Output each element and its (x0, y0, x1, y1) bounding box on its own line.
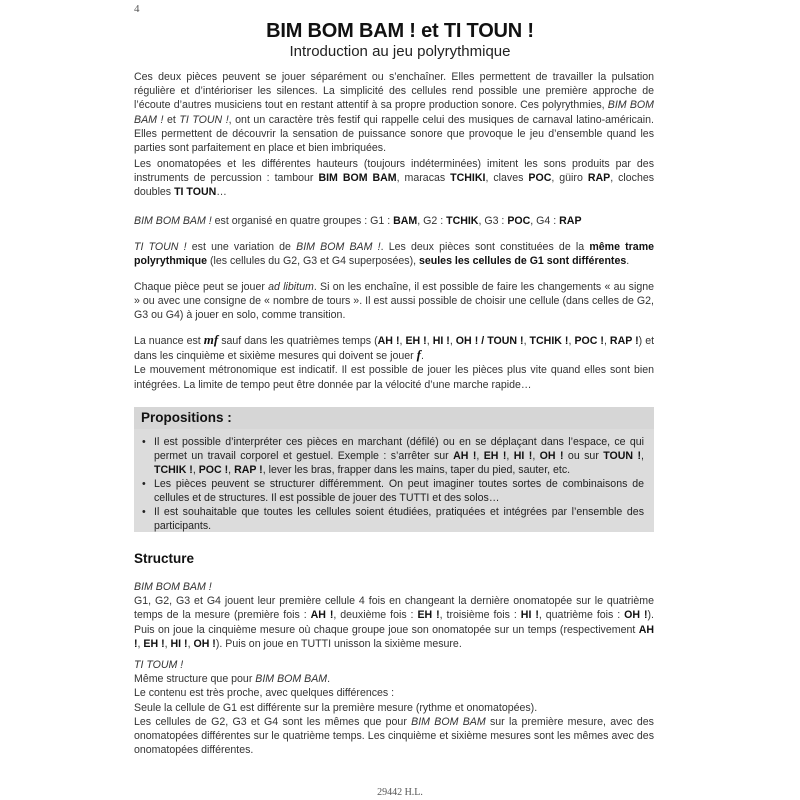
text: ou sur (563, 450, 604, 462)
bold-term: BAM (393, 215, 418, 227)
bold-term: TCHIK ! (154, 464, 193, 476)
bold-term: RAP (559, 215, 582, 227)
text: , (568, 335, 575, 347)
text: , G2 : (417, 215, 447, 227)
text: . (421, 350, 424, 363)
piece-heading: TI TOUM ! (134, 659, 184, 671)
intro-paragraph-2 (134, 157, 654, 200)
text: Les cellules de G2, G3 et G4 sont les mêmes que pour (134, 715, 412, 728)
structure-heading: Structure (134, 551, 195, 566)
text: , ont un caractère très festif qui rappelle celui des musiques de carnaval latino-américain. Elles permettent de découvrir la sensation de puissance sonore que provoque le jeu d’ensemble quand les parties sont parfaitement en place et bien imbriquées. (134, 113, 654, 155)
text: , G3 : (478, 215, 508, 227)
text: , (506, 450, 514, 462)
bold-term: EH ! (417, 609, 440, 622)
italic-title: BIM BOM BAM ! (134, 215, 212, 227)
text: , güiro (551, 172, 588, 185)
bold-term: seules les cellules de G1 sont différentes (418, 255, 627, 268)
intro-paragraph-5 (134, 280, 654, 323)
text: , claves (485, 172, 529, 185)
propositions-title: Propositions : (141, 410, 232, 425)
text: , (476, 450, 484, 462)
text: , (228, 464, 235, 476)
bold-term: RAP ! (234, 464, 263, 476)
text: . Si on les enchaîne, il est possible de faire les changements « au signe » ou avec une consigne de « nombre de tours ». Il est aussi possible de choisir une cellule (dans celles de G2, G3 ou G4) à jouer en solo, comme transition. (134, 281, 655, 322)
intro-paragraph-1 (134, 70, 654, 155)
bold-term: POC (528, 172, 552, 185)
text: est organisé en quatre groupes : G1 : (211, 215, 394, 227)
text: Il est possible d’interpréter ces pièces en marchant (défilé) ou en se déplaçant dans l’espace, ce qui permet un travail corporel et gestuel. Exemple : s’arrêter sur (154, 436, 644, 462)
bold-term: HI ! (170, 637, 188, 650)
text: , troisième fois : (439, 609, 521, 622)
structure-bim-bom-bam (134, 580, 654, 651)
text: , cloches doubles (134, 172, 655, 199)
text: , (641, 450, 644, 462)
bold-term: BIM BOM BAM (318, 172, 397, 185)
italic-title: BIM BOM BAM ! (134, 99, 654, 126)
text: G1, G2, G3 et G4 jouent leur première cellule 4 fois en changeant la dernière onomatopée sur le quatrième temps de la mesure (première fois : (134, 595, 654, 622)
text: . Les deux pièces sont constituées de la (380, 241, 590, 253)
list-item (142, 505, 644, 533)
bold-term: POC ! (574, 335, 604, 347)
bold-term: AH ! (377, 335, 400, 347)
text: est une variation de (186, 241, 297, 253)
italic-term: ad libitum (268, 281, 314, 293)
text: La nuance est (134, 335, 204, 347)
italic-title: TI TOUN ! (134, 241, 187, 253)
text: ). Puis on joue la cinquième mesure où chaque groupe joue son onomatopée sur un temps (respectivement (134, 609, 654, 636)
bold-term: OH ! (624, 609, 648, 622)
text: Les pièces peuvent se structurer différemment. On peut imaginer toutes sortes de combinaisons de cellules et de structures. Il est possible de jouer des TUTTI et des solos… (154, 478, 644, 504)
italic-title: TI TOUN ! (179, 113, 229, 126)
text: . (327, 673, 331, 686)
bold-term: HI ! (432, 335, 450, 347)
text: Chaque pièce peut se jouer (134, 281, 269, 293)
text: , (187, 637, 194, 650)
bold-term: OH ! (193, 637, 216, 650)
text: , (449, 335, 456, 347)
text: , (399, 335, 406, 347)
text: … (216, 186, 227, 199)
bold-term: EH ! (143, 637, 165, 650)
intro-paragraph-6 (134, 333, 654, 392)
bold-term: EH ! (405, 335, 427, 347)
bold-term: HI ! (520, 609, 539, 622)
intro-paragraph-3 (134, 214, 654, 228)
bold-term: OH ! (539, 450, 564, 462)
text: , deuxième fois : (333, 609, 418, 622)
text: Seule la cellule de G1 est différente sur la première mesure (rythme et onomatopées). (134, 701, 538, 714)
text: , lever les bras, frapper dans les mains, taper du pied, sauter, etc. (262, 464, 571, 476)
bullet-icon: • (142, 506, 146, 518)
text: et (163, 113, 180, 126)
page-title: BIM BOM BAM ! et TI TOUN ! (266, 20, 534, 42)
bold-term: HI ! (513, 450, 533, 462)
bold-term: OH ! / TOUN ! (455, 335, 524, 347)
italic-title: BIM BOM BAM (255, 673, 328, 686)
bold-term: TCHIK (446, 215, 479, 227)
bold-term: EH ! (483, 450, 507, 462)
text: (les cellules du G2, G3 et G4 superposées), (207, 255, 419, 268)
text: , (192, 464, 199, 476)
propositions-list (142, 435, 644, 533)
bold-term: TCHIKI (450, 172, 486, 185)
bold-term: RAP (587, 172, 611, 185)
bullet-icon: • (142, 436, 146, 448)
dynamic-mezzo-forte: mf (203, 332, 219, 347)
text: sur la première mesure, avec des onomatopées différentes sur le quatrième temps. Les cinquième et sixième mesures sont les mêmes avec des onomatopées différentes. (134, 715, 654, 757)
text: Ces deux pièces peuvent se jouer séparément ou s’enchaîner. Elles permettent de travailler la pulsation régulière et d’intérioriser les silences. La simplicité des cellules rend possible une première approche de l’écoute d’autres musiciens tout en restant attentif à sa propre production sonore. Ces polyrythmies, (134, 71, 654, 112)
piece-heading: BIM BOM BAM ! (134, 581, 212, 593)
page-number: 4 (134, 3, 140, 15)
list-item (142, 435, 644, 477)
text: , (164, 637, 171, 650)
bold-term: même trame polyrythmique (134, 241, 655, 268)
bullet-icon: • (142, 478, 146, 490)
text: sauf dans les quatrièmes temps ( (218, 335, 378, 347)
bold-term: TI TOUN (174, 186, 217, 199)
bold-term: POC ! (198, 464, 229, 476)
dynamic-forte: f (416, 347, 421, 363)
italic-title: BIM BOM BAM ! (296, 241, 381, 253)
structure-ti-toum (134, 658, 654, 757)
italic-title: BIM BOM BAM (411, 715, 486, 728)
footer-reference: 29442 H.L. (377, 787, 423, 798)
text: ). Puis on joue en TUTTI unisson la sixième mesure. (215, 637, 462, 650)
bold-term: AH ! (134, 623, 654, 650)
text: , G4 : (530, 215, 560, 227)
text: ) et dans les cinquième et sixième mesures qui doivent se jouer (134, 335, 655, 363)
text: , maracas (396, 172, 451, 185)
bold-term: AH ! (310, 609, 334, 622)
page-subtitle: Introduction au jeu polyrythmique (289, 43, 511, 60)
text: , (532, 450, 540, 462)
text: , (523, 335, 530, 347)
propositions-box (134, 407, 654, 532)
text: Il est souhaitable que toutes les cellules soient étudiées, pratiquées et intégrées par l’ensemble des participants. (154, 506, 644, 532)
bold-term: AH ! (453, 450, 477, 462)
bold-term: POC (507, 215, 531, 227)
text: , (137, 637, 144, 650)
text: Le contenu est très proche, avec quelques différences : (134, 687, 395, 700)
text: Le mouvement métronomique est indicatif. Il est possible de jouer les pièces plus vite quand elles sont bien intégrées. La limite de tempo peut être donnée par la vélocité d’une marche rapide… (134, 364, 654, 391)
bold-term: TCHIK ! (529, 335, 569, 347)
list-item (142, 477, 644, 505)
text: Les onomatopées et les différentes hauteurs (toujours indéterminées) imitent les sons produits par des instruments de percussion : tambour (134, 158, 654, 185)
intro-paragraph-4 (134, 240, 654, 268)
bold-term: TOUN ! (603, 450, 642, 462)
text-line (134, 672, 654, 686)
text: , quatrième fois : (538, 609, 625, 622)
bold-term: RAP ! (609, 335, 639, 347)
propositions-header (134, 407, 654, 429)
text: . (626, 255, 630, 268)
text: , (426, 335, 433, 347)
text: Même structure que pour (134, 673, 256, 686)
text: , (603, 335, 610, 347)
